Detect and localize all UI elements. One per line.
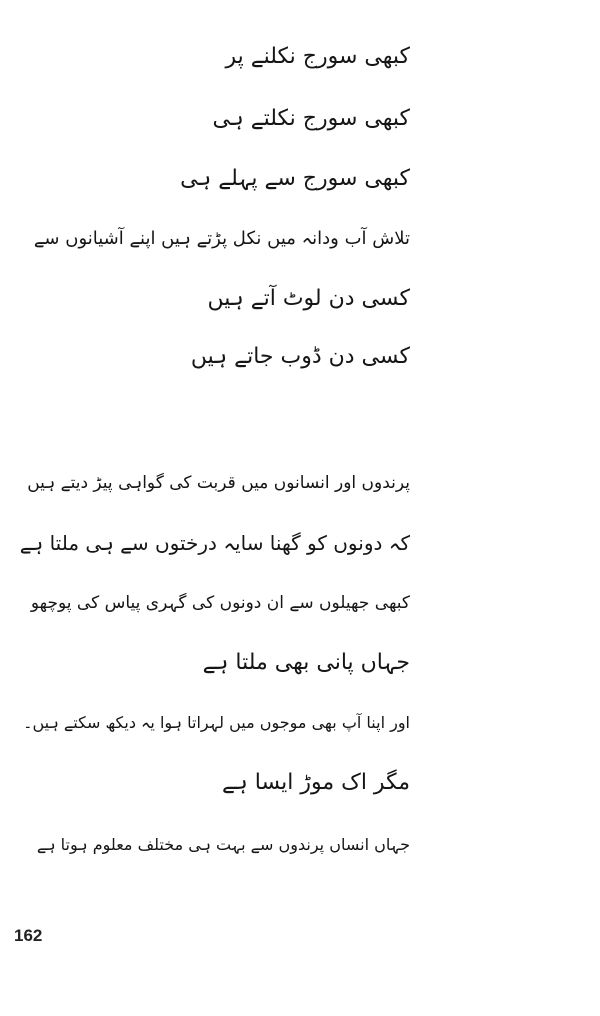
verse-line: کبھی سورج نکلنے پر	[225, 44, 410, 69]
verse-line: اور اپنا آپ بھی موجوں میں لہراتا ہوا یہ دیکھ سکتے ہیں۔	[23, 713, 410, 732]
verse-line: جہاں انساں پرندوں سے بہت ہی مختلف معلوم ہوتا ہے	[36, 835, 410, 854]
verse-line: کسی دن لوٹ آتے ہیں	[207, 286, 410, 311]
verse-line: مگر اک موڑ ایسا ہے	[222, 770, 410, 795]
verse-line: تلاش آب ودانہ میں نکل پڑتے ہیں اپنے آشیانوں سے	[33, 228, 410, 249]
verse-line: جہاں پانی بھی ملتا ہے	[202, 650, 410, 675]
verse-line: کبھی سورج نکلتے ہی	[212, 106, 410, 131]
verse-line: پرندوں اور انسانوں میں قربت کی گواہی پیڑ دیتے ہیں	[27, 473, 410, 493]
verse-line: کہ دونوں کو گھنا سایہ درختوں سے ہی ملتا ہے	[19, 531, 410, 555]
verse-line: کبھی جھیلوں سے ان دونوں کی گہری پیاس کی پوچھو	[30, 593, 410, 613]
page-number: 162	[14, 926, 43, 945]
verse-line: کبھی سورج سے پہلے ہی	[180, 166, 410, 191]
verse-line: کسی دن ڈوب جاتے ہیں	[190, 344, 410, 369]
